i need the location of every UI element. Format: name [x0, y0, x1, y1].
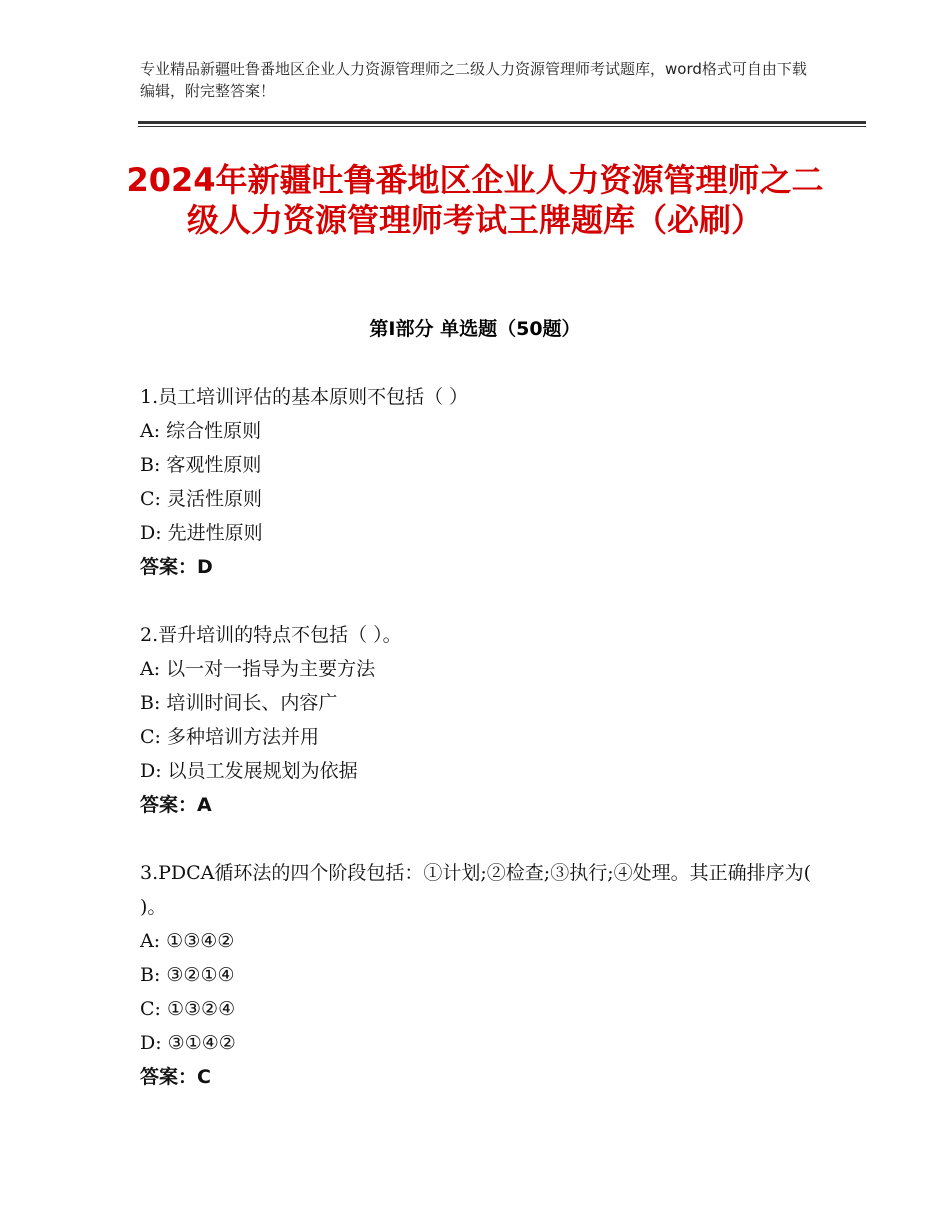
answer-line: 答案：D — [140, 556, 213, 578]
question-2 — [140, 618, 820, 822]
header-divider-thick — [138, 121, 866, 124]
option-c: C: 灵活性原则 — [140, 488, 262, 510]
question-stem: 1.员工培训评估的基本原则不包括（ ） — [140, 386, 469, 408]
option-b: B: 培训时间长、内容广 — [140, 692, 338, 714]
question-3 — [140, 856, 820, 1094]
option-a: A: 以一对一指导为主要方法 — [140, 658, 376, 680]
section-title: 第Ⅰ部分 单选题（50题） — [369, 318, 581, 340]
option-b: B: ③②①④ — [140, 964, 235, 986]
question-stem: 3.PDCA循环法的四个阶段包括：①计划;②检查;③执行;④处理。其正确排序为( )。 — [140, 862, 812, 918]
option-d: D: 先进性原则 — [140, 522, 263, 544]
question-1 — [140, 380, 820, 584]
option-b: B: 客观性原则 — [140, 454, 262, 476]
header-note: 专业精品新疆吐鲁番地区企业人力资源管理师之二级人力资源管理师考试题库，word格式可自由下载编辑，附完整答案！ — [140, 60, 807, 100]
document-title: 2024年新疆吐鲁番地区企业人力资源管理师之二级人力资源管理师考试王牌题库（必刷） — [126, 161, 824, 239]
header-divider-thin — [138, 126, 866, 127]
option-c: C: 多种培训方法并用 — [140, 726, 319, 748]
option-d: D: 以员工发展规划为依据 — [140, 760, 358, 782]
option-c: C: ①③②④ — [140, 998, 236, 1020]
option-d: D: ③①④② — [140, 1032, 236, 1054]
answer-line: 答案：A — [140, 794, 212, 816]
question-stem: 2.晋升培训的特点不包括（ ）。 — [140, 624, 402, 646]
answer-line: 答案：C — [140, 1066, 211, 1088]
option-a: A: 综合性原则 — [140, 420, 262, 442]
option-a: A: ①③④② — [140, 930, 235, 952]
question-list — [140, 380, 820, 1128]
